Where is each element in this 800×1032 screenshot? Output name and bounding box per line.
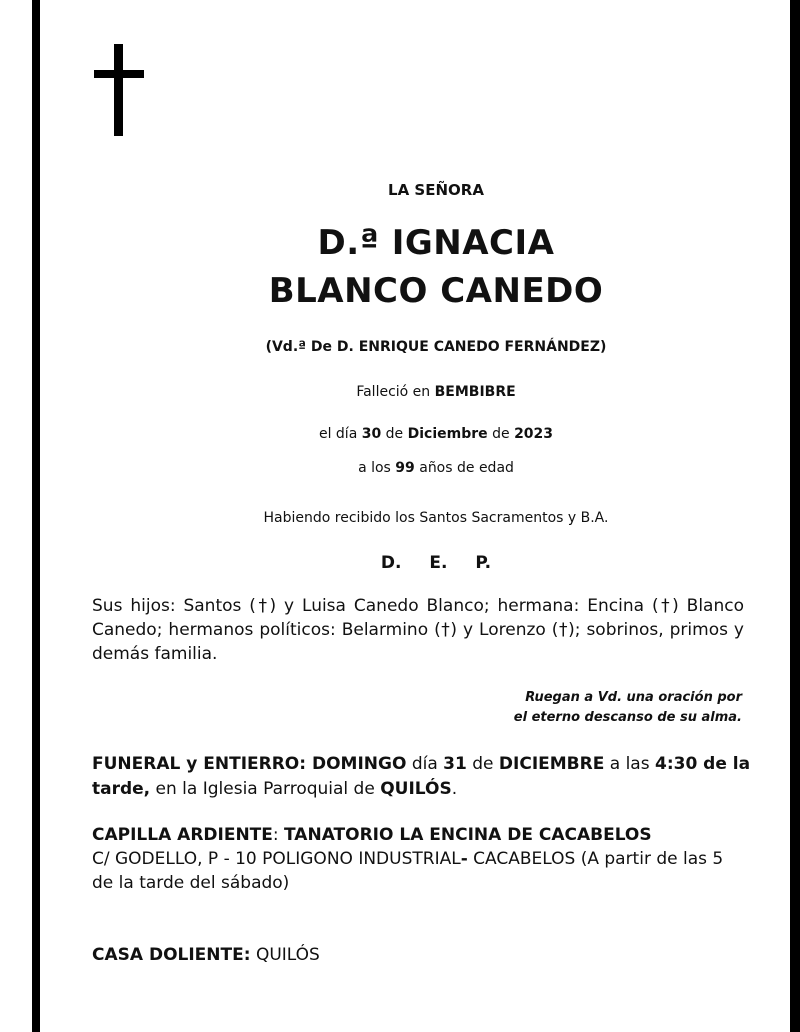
age-suffix: años de edad bbox=[419, 460, 514, 476]
of-1: de bbox=[385, 426, 404, 442]
mourning-house-value: QUILÓS bbox=[255, 945, 320, 965]
chapel-info bbox=[92, 823, 732, 895]
death-date bbox=[80, 426, 792, 442]
funeral-day-word: día bbox=[411, 754, 438, 774]
prayer-line-2: el eterno descanso de su alma. bbox=[513, 710, 742, 725]
age bbox=[80, 460, 792, 476]
death-place: BEMBIBRE bbox=[434, 384, 516, 400]
family-paragraph: Sus hijos: Santos (†) y Luisa Canedo Blanco; hermana: Encina (†) Blanco Canedo; hermanos políticos: Belarmino (†) y Lorenzo (†); sobrinos, primos y demás familia. bbox=[92, 596, 744, 664]
funeral-place: QUILÓS bbox=[380, 779, 452, 799]
prayer-request bbox=[400, 688, 742, 728]
funeral-label: FUNERAL y ENTIERRO: DOMINGO bbox=[92, 754, 407, 774]
age-value: 99 bbox=[395, 460, 415, 476]
funeral-info bbox=[92, 752, 752, 802]
age-prefix: a los bbox=[358, 460, 391, 476]
mourning-house-label: CASA DOLIENTE: bbox=[92, 945, 251, 965]
funeral-place-text: en la Iglesia Parroquial de bbox=[155, 779, 375, 799]
chapel-address-b: CACABELOS (A partir de las 5 de la tarde del sábado) bbox=[92, 849, 724, 893]
died-in bbox=[80, 384, 792, 400]
funeral-day: 31 bbox=[443, 754, 467, 774]
funeral-end: . bbox=[451, 779, 458, 799]
died-in-label: Falleció en bbox=[356, 384, 431, 400]
chapel-name: TANATORIO LA ENCINA DE CACABELOS bbox=[284, 825, 652, 845]
chapel-address bbox=[92, 847, 732, 895]
day-label: el día bbox=[318, 426, 358, 442]
mourning-house bbox=[92, 943, 732, 967]
chapel-title bbox=[92, 823, 732, 847]
prayer-line-1: Ruegan a Vd. una oración por bbox=[525, 690, 742, 705]
chapel-dash: - bbox=[460, 849, 468, 869]
death-day: 30 bbox=[361, 426, 382, 442]
chapel-address-a: C/ GODELLO, P - 10 POLIGONO INDUSTRIAL bbox=[92, 849, 461, 869]
widow-of: (Vd.ª De D. ENRIQUE CANEDO FERNÁNDEZ) bbox=[265, 339, 607, 355]
left-border bbox=[32, 0, 40, 1032]
of-2: de bbox=[492, 426, 510, 442]
funeral-time: 4:30 de la tarde, bbox=[92, 754, 751, 799]
sacraments: Habiendo recibido los Santos Sacramentos y B.A. bbox=[263, 510, 609, 526]
chapel-label: CAPILLA ARDIENTE bbox=[92, 825, 273, 845]
title-senora: LA SEÑORA bbox=[388, 181, 484, 199]
funeral-at: a las bbox=[609, 754, 650, 774]
death-year: 2023 bbox=[514, 426, 554, 442]
dep-text: D. E. P. bbox=[380, 553, 492, 573]
deceased-name-last: BLANCO CANEDO bbox=[268, 271, 604, 311]
deceased-name-first: D.ª IGNACIA bbox=[317, 223, 555, 263]
death-month: Diciembre bbox=[407, 426, 488, 442]
cross-icon bbox=[94, 44, 144, 136]
funeral-month: DICIEMBRE bbox=[498, 754, 605, 774]
chapel-colon: : bbox=[272, 825, 279, 845]
funeral-of: de bbox=[472, 754, 494, 774]
